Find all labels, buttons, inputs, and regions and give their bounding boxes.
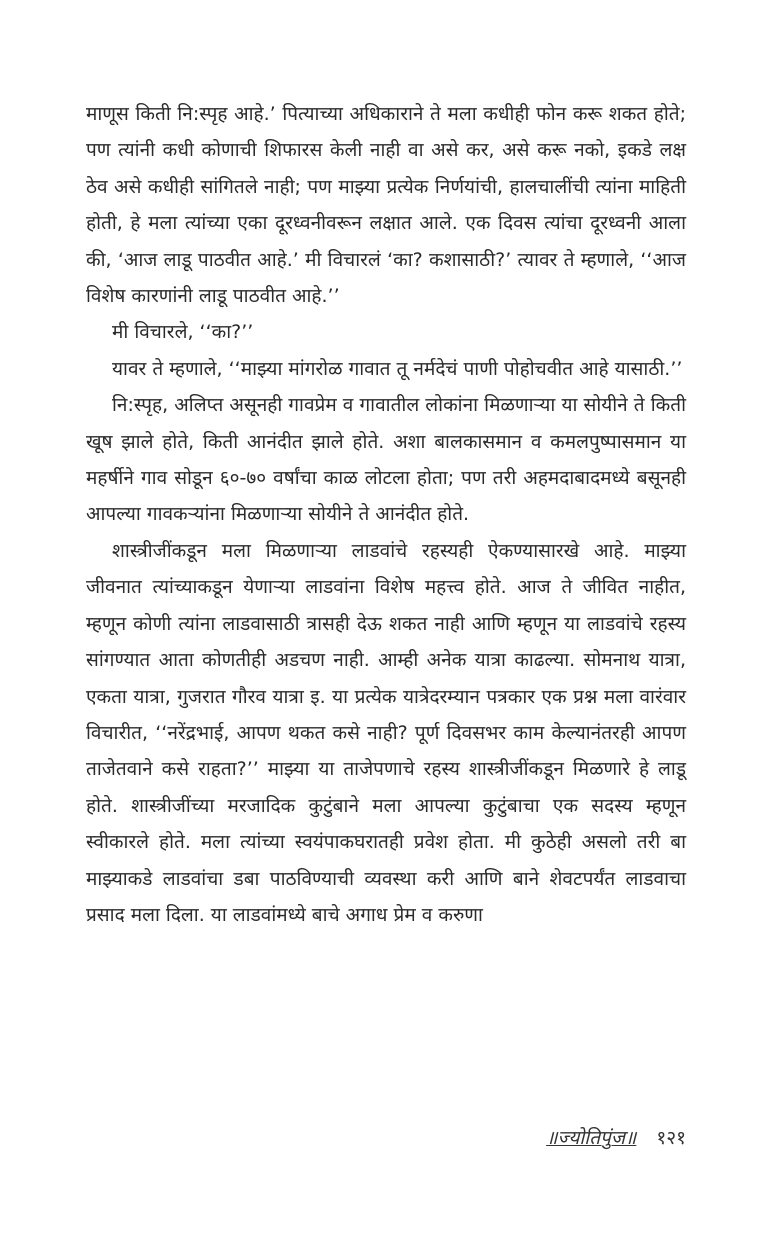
page-footer	[546, 1124, 686, 1150]
paragraph-1: माणूस किती नि:स्पृह आहे.’ पित्याच्या अधिकाराने ते मला कधीही फोन करू शकत होते; पण त्यांनी कधी कोणाची शिफारस केली नाही वा असे कर, असे करू नको, इकडे लक्ष ठेव असे कधीही सांगितले नाही; पण माझ्या प्रत्येक निर्णयांची, हालचालींची त्यांना माहिती होती, हे मला त्यांच्या एका दूरध्वनीवरून लक्षात आले. एक दिवस त्यांचा दूरध्वनी आला की, ‘आज लाडू पाठवीत आहे.’ मी विचारलं ‘का? कशासाठी?’ त्यावर ते म्हणाले, ‘‘आज विशेष कारणांनी लाडू पाठवीत आहे.’’	[86, 103, 686, 308]
running-title: ॥ज्योतिपुंज॥	[546, 1127, 637, 1149]
paragraph-3: यावर ते म्हणाले, ‘‘माझ्या मांगरोळ गावात तू नर्मदेचं पाणी पोहोचवीत आहे यासाठी.’’	[112, 357, 683, 380]
paragraph-5: शास्त्रीजींकडून मला मिळणाऱ्या लाडवांचे रहस्यही ऐकण्यासारखे आहे. माझ्या जीवनात त्यांच्याकडून येणाऱ्या लाडवांना विशेष महत्त्व होते. आज ते जीवित नाहीत, म्हणून कोणी त्यांना लाडवासाठी त्रासही देऊ शकत नाही आणि म्हणून या लाडवांचे रहस्य सांगण्यात आता कोणतीही अडचण नाही. आम्ही अनेक यात्रा काढल्या. सोमनाथ यात्रा, एकता यात्रा, गुजरात गौरव यात्रा इ. या प्रत्येक यात्रेदरम्यान पत्रकार एक प्रश्न मला वारंवार विचारीत, ‘‘नरेंद्रभाई, आपण थकत कसे नाही? पूर्ण दिवसभर काम केल्यानंतरही आपण ताजेतवाने कसे राहता?’’ माझ्या या ताजेपणाचे रहस्य शास्त्रीजींकडून मिळणारे हे लाडू होते. शास्त्रीजींच्या मरजादिक कुटुंबाने मला आपल्या कुटुंबाचा एक सदस्य म्हणून स्वीकारले होते. मला त्यांच्या स्वयंपाकघरातही प्रवेश होता. मी कुठेही असलो तरी बा माझ्याकडे लाडवांचा डबा पाठविण्याची व्यवस्था करी आणि बाने शेवटपर्यंत लाडवाचा प्रसाद मला दिला. या लाडवांमध्ये बाचे अगाध प्रेम व करुणा	[86, 539, 686, 926]
body-text	[86, 96, 686, 933]
paragraph-4: नि:स्पृह, अलिप्त असूनही गावप्रेम व गावातील लोकांना मिळणाऱ्या या सोयीने ते किती खूष झाले होते, किती आनंदीत झाले होते. अशा बालकासमान व कमलपुष्पासमान या महर्षीने गाव सोडून ६०-७० वर्षांचा काळ लोटला होता; पण तरी अहमदाबादमध्ये बसूनही आपल्या गावकऱ्यांना मिळणाऱ्या सोयीने ते आनंदीत होते.	[86, 394, 686, 526]
paragraph-2: मी विचारले, ‘‘का?’’	[112, 321, 254, 344]
page-number: १२१	[656, 1127, 686, 1149]
